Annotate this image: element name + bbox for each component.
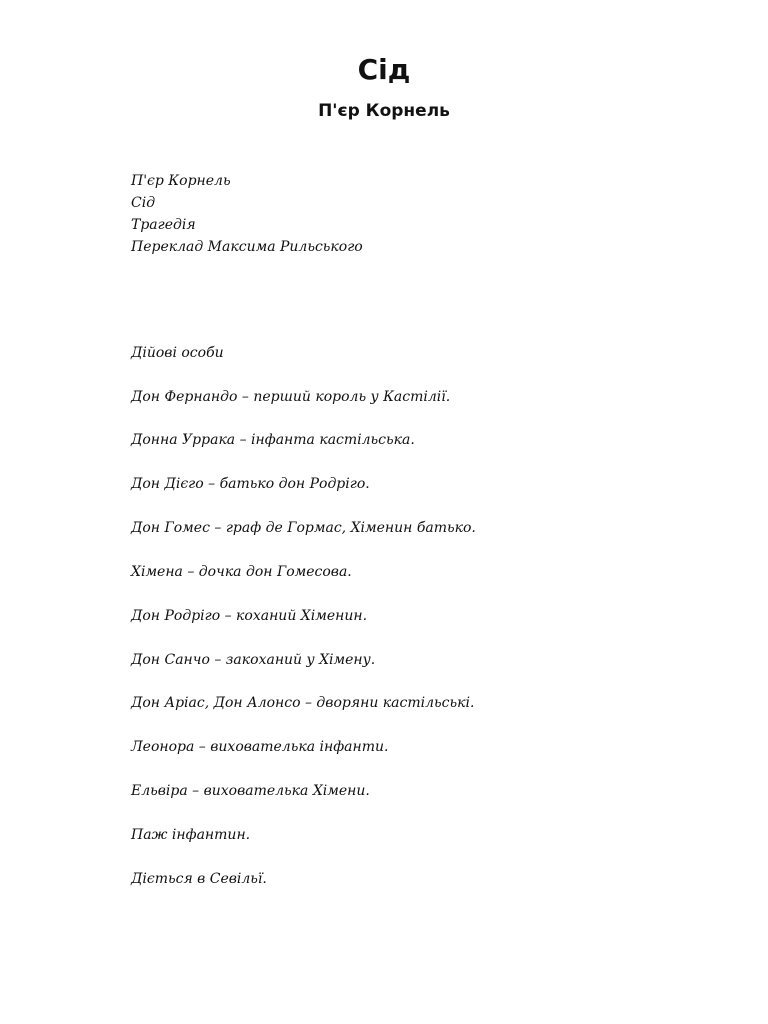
cast-entry: Донна Уррака – інфанта кастільська.	[131, 432, 415, 448]
front-matter-author: П'єр Корнель	[131, 173, 231, 189]
cast-entry: Дон Санчо – закоханий у Хімену.	[131, 652, 376, 668]
front-matter-translator: Переклад Максима Рильського	[131, 239, 363, 255]
cast-entry: Дон Дієго – батько дон Родріго.	[131, 476, 370, 492]
front-matter-genre: Трагедія	[131, 217, 196, 233]
front-matter-title: Сід	[131, 195, 156, 211]
cast-entry: Дон Аріас, Дон Алонсо – дворяни кастільські.	[131, 695, 475, 711]
cast-heading: Дійові особи	[131, 345, 224, 361]
cast-entry: Дон Фернандо – перший король у Кастілії.	[131, 389, 451, 405]
document-title: Сід	[357, 53, 411, 86]
cast-entry: Дон Родріго – коханий Хіменин.	[131, 608, 368, 624]
setting-line: Діється в Севільї.	[131, 871, 267, 887]
cast-entry: Ельвіра – вихователька Хімени.	[131, 783, 370, 799]
cast-entry: Хімена – дочка дон Гомесова.	[131, 564, 352, 580]
cast-entry: Дон Гомес – граф де Гормас, Хіменин батько.	[131, 520, 476, 536]
cast-entry: Паж інфантин.	[131, 827, 251, 843]
cast-entry: Леонора – вихователька інфанти.	[131, 739, 389, 755]
document-author: П'єр Корнель	[318, 101, 450, 121]
